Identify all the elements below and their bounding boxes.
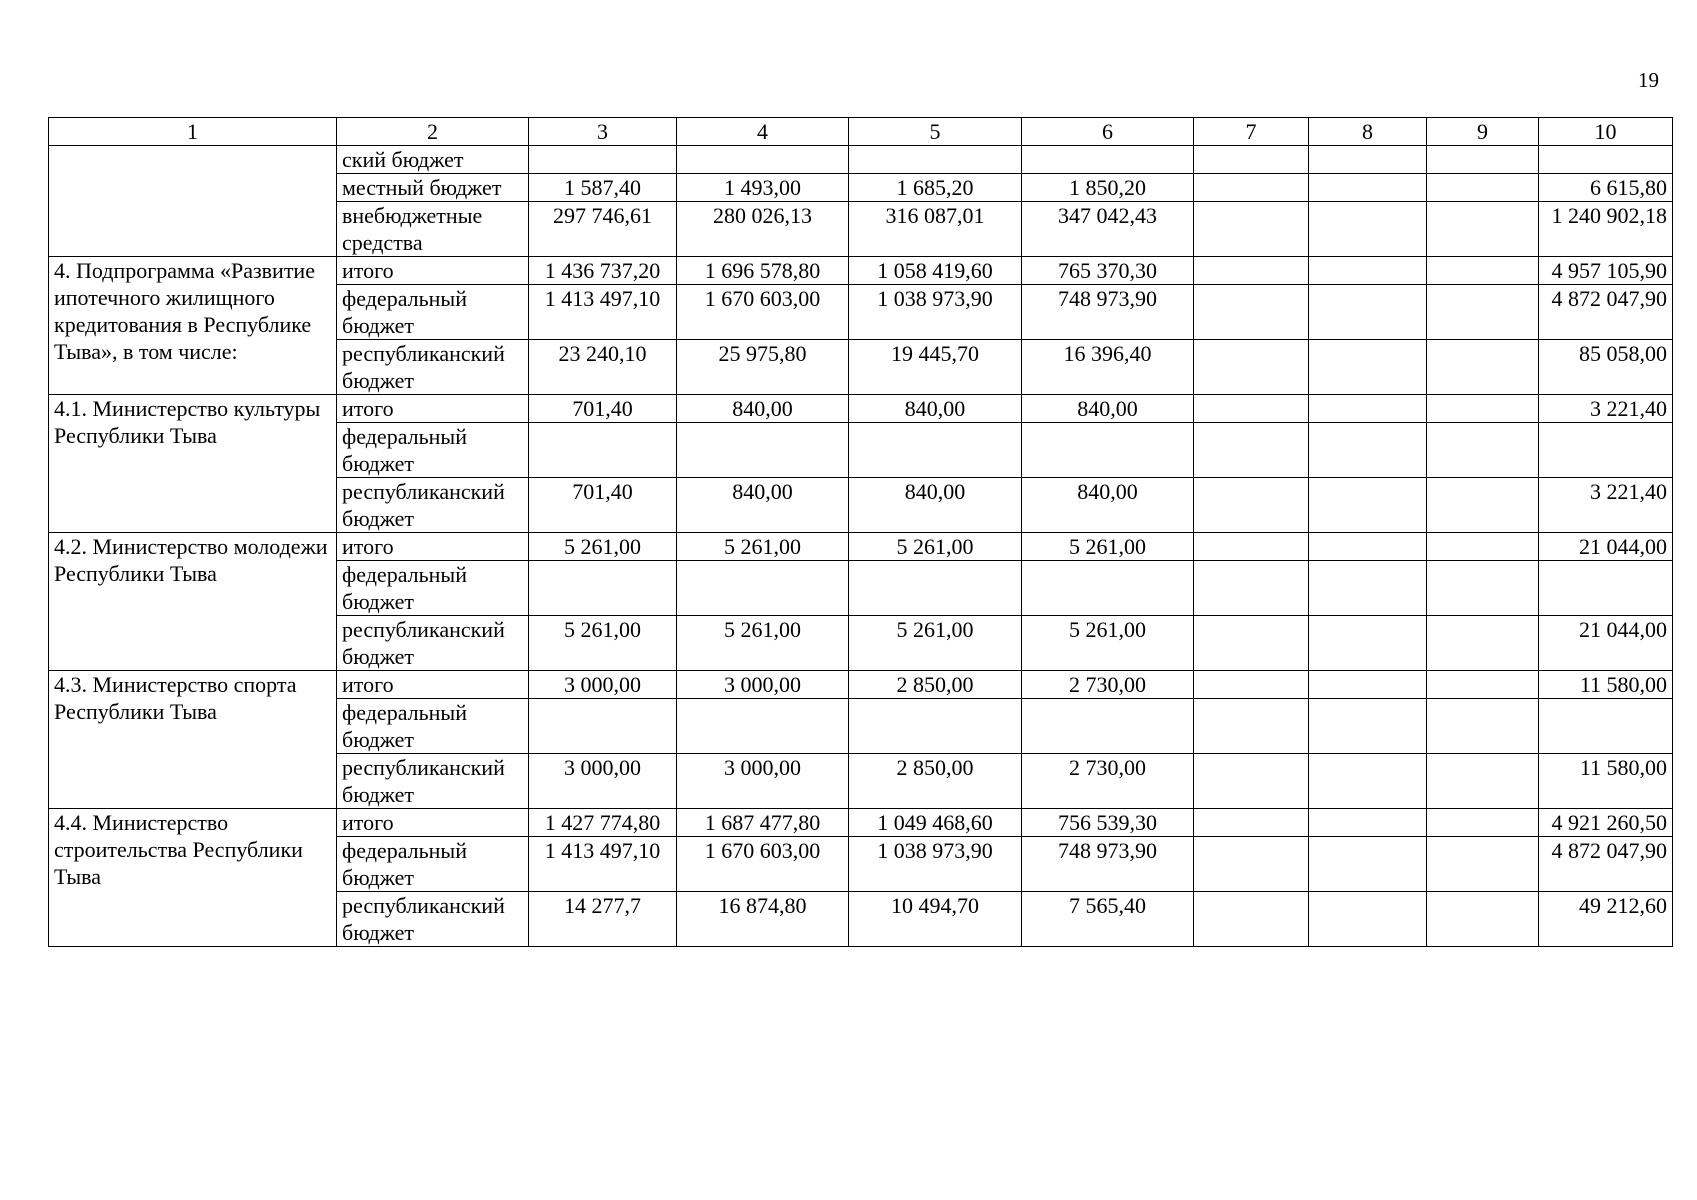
value-cell-c6 <box>1022 699 1194 754</box>
value-cell-c9 <box>1427 423 1539 478</box>
column-number: 4 <box>677 118 849 146</box>
value-cell-c4: 1 670 603,00 <box>677 837 849 892</box>
value-cell-c3: 5 261,00 <box>529 616 677 671</box>
value-cell-c9 <box>1427 699 1539 754</box>
value-cell-c8 <box>1309 146 1427 174</box>
value-cell-c10: 4 872 047,90 <box>1539 837 1673 892</box>
value-cell-c3: 1 587,40 <box>529 174 677 202</box>
program-name-cell <box>49 146 337 257</box>
value-cell-c9 <box>1427 146 1539 174</box>
value-cell-c3: 3 000,00 <box>529 671 677 699</box>
value-cell-c7 <box>1194 837 1309 892</box>
value-cell-c4: 16 874,80 <box>677 892 849 947</box>
value-cell-c7 <box>1194 671 1309 699</box>
value-cell-c7 <box>1194 423 1309 478</box>
value-cell-c8 <box>1309 616 1427 671</box>
budget-type-cell: итого <box>337 395 529 423</box>
value-cell-c10 <box>1539 146 1673 174</box>
value-cell-c10 <box>1539 423 1673 478</box>
value-cell-c8 <box>1309 423 1427 478</box>
value-cell-c6: 748 973,90 <box>1022 285 1194 340</box>
value-cell-c10: 49 212,60 <box>1539 892 1673 947</box>
budget-type-cell: федеральный бюджет <box>337 285 529 340</box>
value-cell-c5: 1 685,20 <box>849 174 1022 202</box>
value-cell-c8 <box>1309 478 1427 533</box>
value-cell-c4 <box>677 146 849 174</box>
column-number: 5 <box>849 118 1022 146</box>
value-cell-c9 <box>1427 616 1539 671</box>
value-cell-c8 <box>1309 285 1427 340</box>
value-cell-c9 <box>1427 837 1539 892</box>
value-cell-c3 <box>529 699 677 754</box>
column-number: 7 <box>1194 118 1309 146</box>
budget-type-cell: федеральный бюджет <box>337 423 529 478</box>
value-cell-c10 <box>1539 699 1673 754</box>
value-cell-c3: 3 000,00 <box>529 754 677 809</box>
value-cell-c4 <box>677 423 849 478</box>
value-cell-c4: 280 026,13 <box>677 202 849 257</box>
value-cell-c7 <box>1194 285 1309 340</box>
value-cell-c4: 840,00 <box>677 395 849 423</box>
value-cell-c8 <box>1309 699 1427 754</box>
value-cell-c5: 19 445,70 <box>849 340 1022 395</box>
value-cell-c6: 5 261,00 <box>1022 616 1194 671</box>
value-cell-c10: 4 872 047,90 <box>1539 285 1673 340</box>
value-cell-c10: 3 221,40 <box>1539 395 1673 423</box>
page-number: 19 <box>1638 68 1659 92</box>
value-cell-c6 <box>1022 146 1194 174</box>
value-cell-c3: 1 413 497,10 <box>529 285 677 340</box>
budget-type-cell: республиканский бюджет <box>337 478 529 533</box>
value-cell-c8 <box>1309 340 1427 395</box>
value-cell-c3 <box>529 146 677 174</box>
value-cell-c10: 21 044,00 <box>1539 533 1673 561</box>
value-cell-c7 <box>1194 809 1309 837</box>
table-row <box>49 257 1673 285</box>
budget-type-cell: итого <box>337 257 529 285</box>
budget-type-cell: итого <box>337 809 529 837</box>
value-cell-c5: 10 494,70 <box>849 892 1022 947</box>
value-cell-c6: 2 730,00 <box>1022 754 1194 809</box>
table-row <box>49 809 1673 837</box>
value-cell-c3: 23 240,10 <box>529 340 677 395</box>
value-cell-c10: 85 058,00 <box>1539 340 1673 395</box>
value-cell-c9 <box>1427 340 1539 395</box>
value-cell-c5: 1 038 973,90 <box>849 285 1022 340</box>
table-row <box>49 671 1673 699</box>
value-cell-c3: 1 436 737,20 <box>529 257 677 285</box>
value-cell-c5: 316 087,01 <box>849 202 1022 257</box>
value-cell-c3: 701,40 <box>529 395 677 423</box>
value-cell-c8 <box>1309 395 1427 423</box>
column-number: 8 <box>1309 118 1427 146</box>
value-cell-c4 <box>677 561 849 616</box>
value-cell-c4: 1 670 603,00 <box>677 285 849 340</box>
budget-type-cell: внебюджетные средства <box>337 202 529 257</box>
value-cell-c3: 14 277,7 <box>529 892 677 947</box>
value-cell-c4: 3 000,00 <box>677 671 849 699</box>
value-cell-c5: 5 261,00 <box>849 533 1022 561</box>
budget-type-cell: ский бюджет <box>337 146 529 174</box>
value-cell-c7 <box>1194 174 1309 202</box>
budget-type-cell: республиканский бюджет <box>337 754 529 809</box>
value-cell-c4: 3 000,00 <box>677 754 849 809</box>
value-cell-c7 <box>1194 340 1309 395</box>
value-cell-c7 <box>1194 202 1309 257</box>
value-cell-c10: 21 044,00 <box>1539 616 1673 671</box>
value-cell-c7 <box>1194 395 1309 423</box>
budget-type-cell: республиканский бюджет <box>337 892 529 947</box>
value-cell-c6: 1 850,20 <box>1022 174 1194 202</box>
value-cell-c8 <box>1309 202 1427 257</box>
value-cell-c7 <box>1194 478 1309 533</box>
value-cell-c10: 6 615,80 <box>1539 174 1673 202</box>
value-cell-c10: 11 580,00 <box>1539 671 1673 699</box>
value-cell-c6: 347 042,43 <box>1022 202 1194 257</box>
value-cell-c6: 16 396,40 <box>1022 340 1194 395</box>
value-cell-c5: 1 038 973,90 <box>849 837 1022 892</box>
value-cell-c5 <box>849 561 1022 616</box>
value-cell-c6: 765 370,30 <box>1022 257 1194 285</box>
budget-type-cell: итого <box>337 533 529 561</box>
table-body <box>49 118 1673 947</box>
budget-type-cell: федеральный бюджет <box>337 837 529 892</box>
value-cell-c5: 1 049 468,60 <box>849 809 1022 837</box>
value-cell-c6: 756 539,30 <box>1022 809 1194 837</box>
value-cell-c9 <box>1427 395 1539 423</box>
value-cell-c9 <box>1427 257 1539 285</box>
value-cell-c8 <box>1309 257 1427 285</box>
value-cell-c3 <box>529 423 677 478</box>
column-number: 6 <box>1022 118 1194 146</box>
value-cell-c6: 748 973,90 <box>1022 837 1194 892</box>
program-name-cell: 4. Подпрограмма «Развитие ипотечного жилищного кредитования в Республике Тыва», в том числе: <box>49 257 337 395</box>
value-cell-c4: 1 493,00 <box>677 174 849 202</box>
value-cell-c4: 840,00 <box>677 478 849 533</box>
value-cell-c5: 5 261,00 <box>849 616 1022 671</box>
value-cell-c7 <box>1194 146 1309 174</box>
value-cell-c10: 1 240 902,18 <box>1539 202 1673 257</box>
value-cell-c6 <box>1022 561 1194 616</box>
budget-type-cell: республиканский бюджет <box>337 616 529 671</box>
budget-type-cell: итого <box>337 671 529 699</box>
value-cell-c3: 1 427 774,80 <box>529 809 677 837</box>
column-number: 1 <box>49 118 337 146</box>
program-name-cell: 4.3. Министерство спорта Республики Тыва <box>49 671 337 809</box>
value-cell-c8 <box>1309 837 1427 892</box>
value-cell-c9 <box>1427 478 1539 533</box>
value-cell-c5 <box>849 146 1022 174</box>
value-cell-c6 <box>1022 423 1194 478</box>
value-cell-c9 <box>1427 809 1539 837</box>
value-cell-c8 <box>1309 561 1427 616</box>
value-cell-c9 <box>1427 174 1539 202</box>
value-cell-c7 <box>1194 699 1309 754</box>
value-cell-c3: 5 261,00 <box>529 533 677 561</box>
value-cell-c9 <box>1427 561 1539 616</box>
value-cell-c8 <box>1309 754 1427 809</box>
value-cell-c8 <box>1309 533 1427 561</box>
value-cell-c5: 840,00 <box>849 478 1022 533</box>
value-cell-c10: 3 221,40 <box>1539 478 1673 533</box>
value-cell-c6: 5 261,00 <box>1022 533 1194 561</box>
value-cell-c4: 25 975,80 <box>677 340 849 395</box>
value-cell-c7 <box>1194 754 1309 809</box>
table-row <box>49 146 1673 174</box>
value-cell-c9 <box>1427 754 1539 809</box>
value-cell-c5: 2 850,00 <box>849 754 1022 809</box>
value-cell-c10: 4 921 260,50 <box>1539 809 1673 837</box>
budget-type-cell: республиканский бюджет <box>337 340 529 395</box>
value-cell-c6: 7 565,40 <box>1022 892 1194 947</box>
column-number-row <box>49 118 1673 146</box>
value-cell-c5 <box>849 699 1022 754</box>
value-cell-c6: 2 730,00 <box>1022 671 1194 699</box>
value-cell-c7 <box>1194 616 1309 671</box>
value-cell-c4: 1 687 477,80 <box>677 809 849 837</box>
column-number: 2 <box>337 118 529 146</box>
value-cell-c6: 840,00 <box>1022 478 1194 533</box>
value-cell-c10: 11 580,00 <box>1539 754 1673 809</box>
value-cell-c5: 840,00 <box>849 395 1022 423</box>
value-cell-c5: 2 850,00 <box>849 671 1022 699</box>
value-cell-c10: 4 957 105,90 <box>1539 257 1673 285</box>
program-name-cell: 4.4. Министерство строительства Республики Тыва <box>49 809 337 947</box>
value-cell-c9 <box>1427 671 1539 699</box>
budget-type-cell: местный бюджет <box>337 174 529 202</box>
column-number: 10 <box>1539 118 1673 146</box>
value-cell-c3: 297 746,61 <box>529 202 677 257</box>
budget-type-cell: федеральный бюджет <box>337 561 529 616</box>
value-cell-c3: 701,40 <box>529 478 677 533</box>
budget-type-cell: федеральный бюджет <box>337 699 529 754</box>
value-cell-c9 <box>1427 533 1539 561</box>
value-cell-c5 <box>849 423 1022 478</box>
value-cell-c4: 1 696 578,80 <box>677 257 849 285</box>
value-cell-c7 <box>1194 561 1309 616</box>
value-cell-c4 <box>677 699 849 754</box>
value-cell-c7 <box>1194 892 1309 947</box>
value-cell-c9 <box>1427 285 1539 340</box>
column-number: 9 <box>1427 118 1539 146</box>
value-cell-c8 <box>1309 671 1427 699</box>
value-cell-c4: 5 261,00 <box>677 616 849 671</box>
column-number: 3 <box>529 118 677 146</box>
table-row <box>49 533 1673 561</box>
value-cell-c8 <box>1309 174 1427 202</box>
value-cell-c8 <box>1309 892 1427 947</box>
table-row <box>49 395 1673 423</box>
value-cell-c9 <box>1427 892 1539 947</box>
value-cell-c10 <box>1539 561 1673 616</box>
value-cell-c3 <box>529 561 677 616</box>
program-name-cell: 4.2. Министерство молодежи Республики Тыва <box>49 533 337 671</box>
value-cell-c6: 840,00 <box>1022 395 1194 423</box>
value-cell-c3: 1 413 497,10 <box>529 837 677 892</box>
value-cell-c5: 1 058 419,60 <box>849 257 1022 285</box>
value-cell-c7 <box>1194 533 1309 561</box>
value-cell-c8 <box>1309 809 1427 837</box>
value-cell-c4: 5 261,00 <box>677 533 849 561</box>
value-cell-c7 <box>1194 257 1309 285</box>
value-cell-c9 <box>1427 202 1539 257</box>
budget-table <box>48 117 1673 947</box>
program-name-cell: 4.1. Министерство культуры Республики Тыва <box>49 395 337 533</box>
